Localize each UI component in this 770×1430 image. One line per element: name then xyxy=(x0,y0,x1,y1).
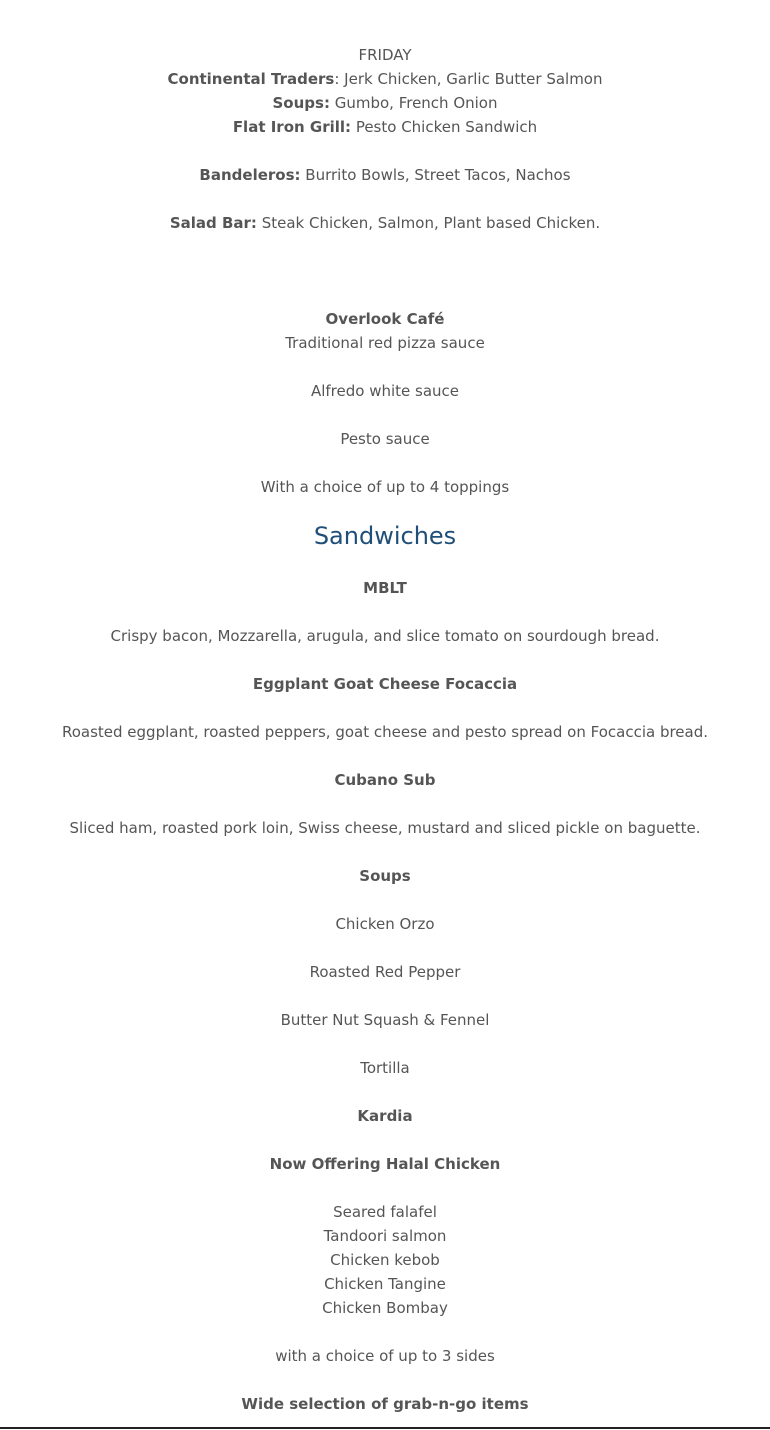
kardia-item: Seared falafel xyxy=(333,1203,437,1221)
soups-station-label: Soups: xyxy=(272,94,330,112)
soup-item: Butter Nut Squash & Fennel xyxy=(280,1011,490,1029)
salad-bar-line xyxy=(0,211,770,235)
overlook-item: With a choice of up to 4 toppings xyxy=(260,478,510,496)
continental-traders-line xyxy=(0,67,770,91)
soup-item: Tortilla xyxy=(360,1059,410,1077)
overlook-cafe-title: Overlook Café xyxy=(325,310,445,328)
sandwich-description: Sliced ham, roasted pork loin, Swiss cheese, mustard and sliced pickle on baguette. xyxy=(69,819,701,837)
sandwich-description: Crispy bacon, Mozzarella, arugula, and slice tomato on sourdough bread. xyxy=(110,627,660,645)
continental-traders-label: Continental Traders xyxy=(167,70,335,88)
kardia-item: Tandoori salmon xyxy=(323,1227,447,1245)
flat-iron-grill-text: Pesto Chicken Sandwich xyxy=(351,118,538,136)
grab-n-go-note: Wide selection of grab-n-go items xyxy=(241,1395,529,1413)
sandwich-name: MBLT xyxy=(363,579,407,597)
sandwich-name: Cubano Sub xyxy=(334,771,436,789)
sandwiches-heading: Sandwiches xyxy=(313,522,457,550)
kardia-item: Chicken Tangine xyxy=(324,1275,446,1293)
soups-station-line xyxy=(0,91,770,115)
flat-iron-grill-line xyxy=(0,115,770,139)
continental-traders-text: : Jerk Chicken, Garlic Butter Salmon xyxy=(334,70,603,88)
overlook-item: Traditional red pizza sauce xyxy=(285,334,485,352)
bandeleros-label: Bandeleros: xyxy=(199,166,301,184)
sandwich-name: Eggplant Goat Cheese Focaccia xyxy=(252,675,518,693)
kardia-sides-note: with a choice of up to 3 sides xyxy=(275,1347,495,1365)
kardia-item: Chicken kebob xyxy=(330,1251,440,1269)
soups-title: Soups xyxy=(359,867,411,885)
soup-item: Roasted Red Pepper xyxy=(309,963,461,981)
kardia-subtitle: Now Offering Halal Chicken xyxy=(269,1155,501,1173)
bandeleros-line xyxy=(0,163,770,187)
day-heading: FRIDAY xyxy=(358,46,412,64)
kardia-title: Kardia xyxy=(357,1107,413,1125)
sandwich-description: Roasted eggplant, roasted peppers, goat cheese and pesto spread on Focaccia bread. xyxy=(61,723,709,741)
overlook-item: Pesto sauce xyxy=(340,430,430,448)
salad-bar-label: Salad Bar: xyxy=(169,214,257,232)
overlook-item: Alfredo white sauce xyxy=(310,382,460,400)
flat-iron-grill-label: Flat Iron Grill: xyxy=(232,118,352,136)
soups-station-text: Gumbo, French Onion xyxy=(329,94,498,112)
bandeleros-text: Burrito Bowls, Street Tacos, Nachos xyxy=(300,166,571,184)
soup-item: Chicken Orzo xyxy=(335,915,435,933)
bottom-divider xyxy=(0,1427,770,1429)
salad-bar-text: Steak Chicken, Salmon, Plant based Chicken. xyxy=(256,214,601,232)
kardia-item: Chicken Bombay xyxy=(322,1299,448,1317)
